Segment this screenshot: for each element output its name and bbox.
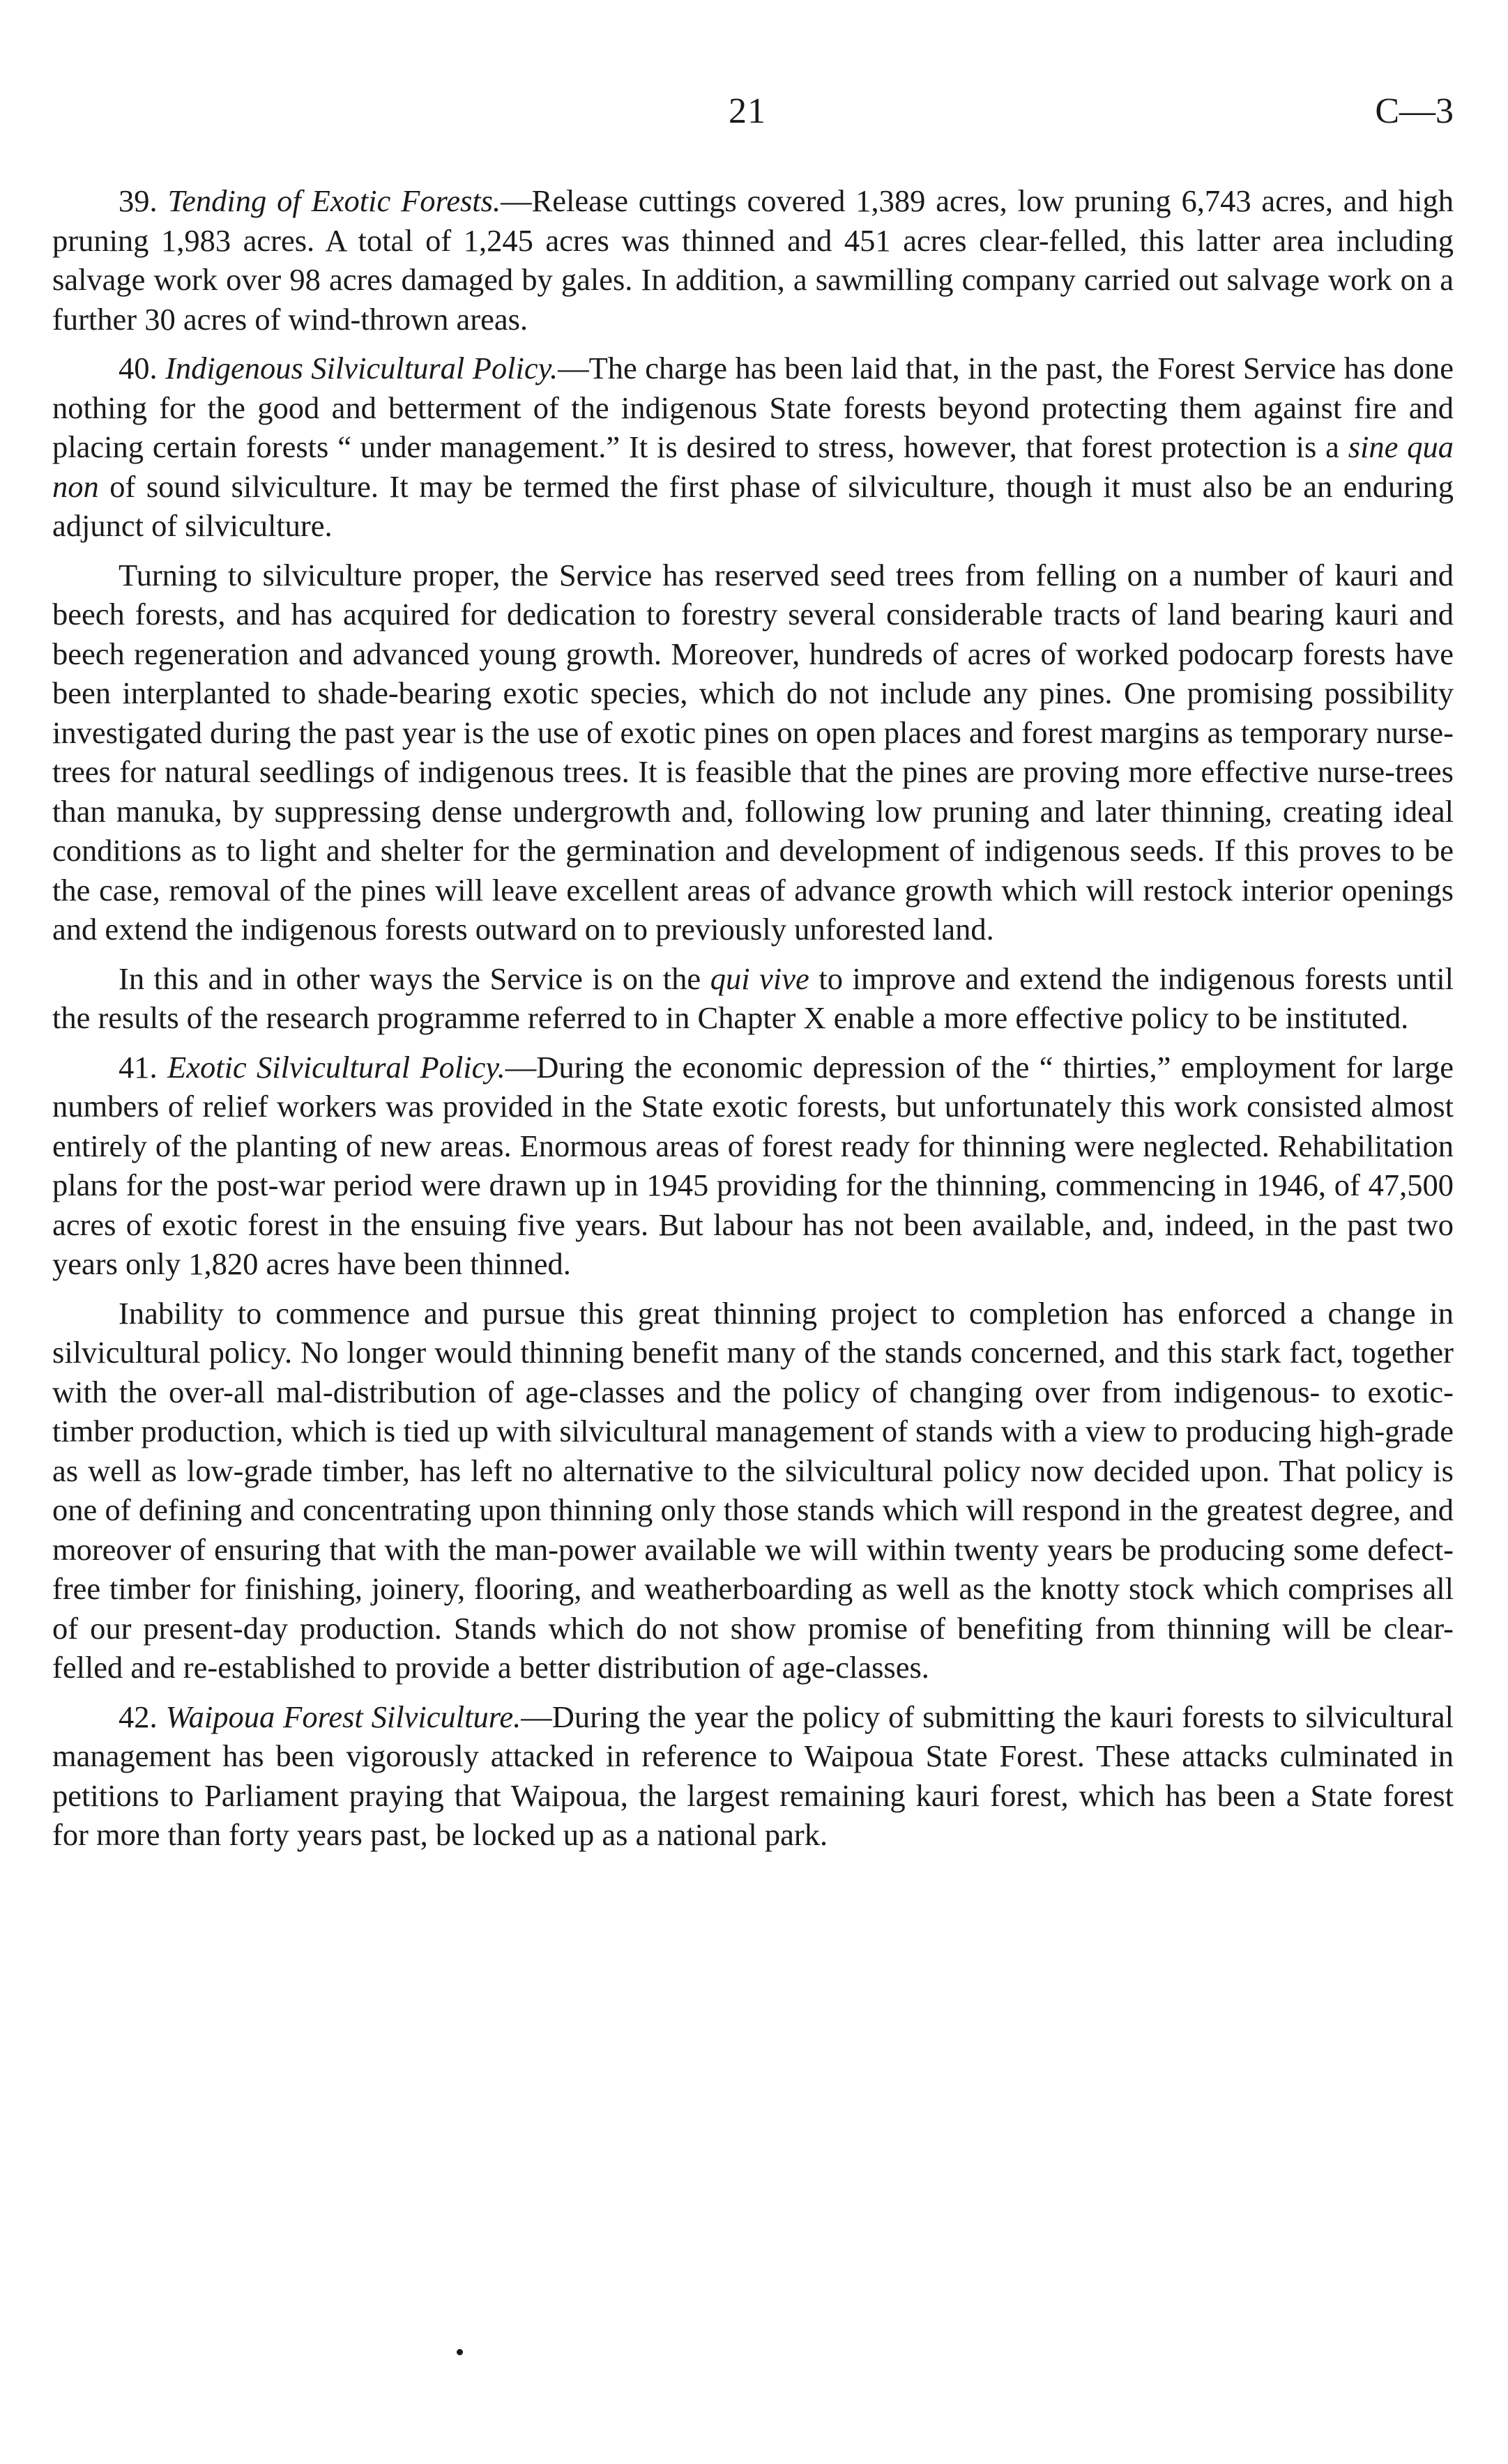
- paragraph-number: 42.: [119, 1699, 158, 1734]
- paragraph-number: 41.: [119, 1049, 158, 1085]
- paragraph-text-continued: to improve and extend the indigenous forests until the results of the research programme referred to in Chapter X enable a more effective policy to be instituted.: [52, 961, 1454, 1035]
- paragraph-text: —During the economic depression of the “ thirties,” employment for large numbers of relief workers was provided in the State exotic forests, but unfortunately this work consisted almost entirely of the planting of new areas. Enormous areas of forest ready for thinning were neglected. Rehabilitation plans for the post-war period were drawn up in 1945 providing for the thinning, commencing in 1946, of 47,500 acres of exotic forest in the ensuing five years. But labour has not been available, and, indeed, in the past two years only 1,820 acres have been thinned.: [52, 1049, 1454, 1281]
- paragraph-text: —During the year the policy of submitting the kauri forests to silvicultural management has been vigorously attacked in reference to Waipoua State Forest. These attacks culminated in petitions to Parliament praying that Waipoua, the largest remaining kauri forest, which has been a State forest for more than forty years past, be locked up as a national park.: [52, 1699, 1454, 1852]
- paragraph-text: Turning to silviculture proper, the Service has reserved seed trees from felling on a number of kauri and beech forests, and has acquired for dedication to forestry several considerable tracts of land bearing kauri and beech regeneration and advanced young growth. Moreover, hundreds of acres of worked podocarp forests have been interplanted to shade-bearing exotic species, which do not include any pines. One promising possibility investigated during the past year is the use of exotic pines on open places and forest margins as temporary nurse-trees for natural seedlings of indigenous trees. It is feasible that the pines are proving more effective nurse-trees than manuka, by suppressing dense undergrowth and, following low pruning and later thinning, creating ideal conditions as to light and shelter for the germination and development of indigenous seeds. If this proves to be the case, removal of the pines will leave excellent areas of advance growth which will restock interior openings and extend the indigenous forests outward on to previously unforested land.: [52, 557, 1454, 947]
- document-page: [52, 91, 1454, 1865]
- document-body: [52, 181, 1454, 1855]
- paragraph-heading: Indigenous Silvicultural Policy.: [165, 351, 558, 385]
- latin-phrase: qui vive: [710, 961, 809, 996]
- paragraph-number: 40.: [119, 351, 158, 385]
- paragraph-41: [52, 1048, 1454, 1284]
- paragraph-text: Inability to commence and pursue this great thinning project to completion has enforced a change in silvicultural policy. No longer would thinning benefit many of the stands concerned, and this stark fact, together with the over-all mal-distribution of age-classes and the policy of changing over from indigenous- to exotic-timber production, which is tied up with silvicultural management of stands with a view to producing high-grade as well as low-grade timber, has left no alternative to the silvicultural policy now decided upon. That policy is one of defining and concentrating upon thinning only those stands which will respond in the greatest degree, and moreover of ensuring that with the man-power available we will within twenty years be producing some defect-free timber for finishing, joinery, flooring, and weatherboarding as well as the knotty stock which comprises all of our present-day production. Stands which do not show promise of benefiting from thinning will be clear-felled and re-established to provide a better distribution of age-classes.: [52, 1295, 1454, 1685]
- page-header: [52, 91, 1454, 146]
- paragraph-number: 39.: [119, 183, 158, 218]
- paragraph-qui-vive: [52, 959, 1454, 1038]
- print-mark: [457, 2349, 463, 2355]
- paragraph-text: In this and in other ways the Service is on the: [119, 961, 710, 996]
- paragraph-thinning-policy: [52, 1294, 1454, 1688]
- paragraph-text: —The charge has been laid that, in the past, the Forest Service has done nothing for the good and betterment of the indigenous State forests beyond protecting them against fire and placing certain forests “ under management.” It is desired to stress, however, that forest protection is a: [52, 351, 1454, 464]
- paragraph-40: [52, 349, 1454, 546]
- paragraph-heading: Tending of Exotic Forests.: [167, 183, 501, 218]
- paragraph-heading: Exotic Silvicultural Policy.: [167, 1049, 505, 1085]
- paragraph-heading: Waipoua Forest Silviculture.: [165, 1699, 521, 1734]
- document-reference: C—3: [1375, 91, 1454, 131]
- paragraph-silviculture-proper: [52, 556, 1454, 949]
- paragraph-42: [52, 1697, 1454, 1855]
- paragraph-text-continued: of sound silviculture. It may be termed the first phase of silviculture, though it must also be an enduring adjunct of silviculture.: [52, 468, 1454, 543]
- paragraph-39: [52, 181, 1454, 339]
- page-number: 21: [729, 91, 766, 131]
- latin-phrase: sine qua non: [52, 429, 1454, 504]
- paragraph-text: —Release cuttings covered 1,389 acres, low pruning 6,743 acres, and high pruning 1,983 acres. A total of 1,245 acres was thinned and 451 acres clear-felled, this latter area including salvage work over 98 acres damaged by gales. In addition, a sawmilling company carried out salvage work on a further 30 acres of wind-thrown areas.: [52, 183, 1454, 337]
